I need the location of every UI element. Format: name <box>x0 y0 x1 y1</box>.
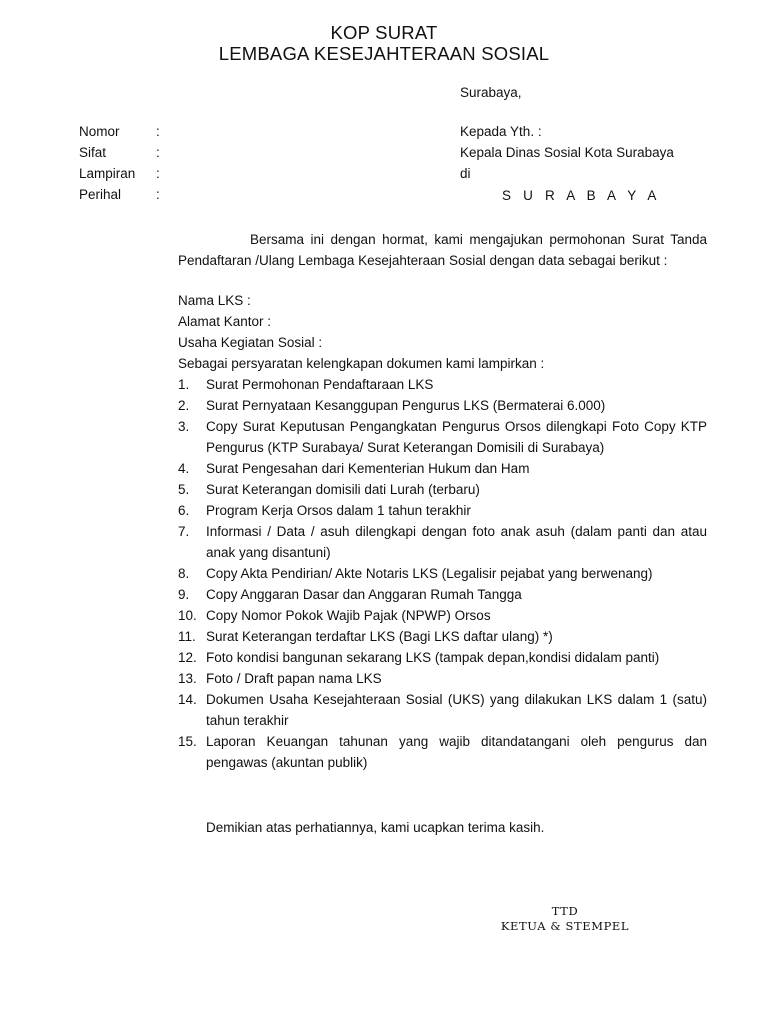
list-item-text: Program Kerja Orsos dalam 1 tahun terakhir <box>206 503 471 518</box>
recipient-kepada: Kepada Yth. : <box>460 124 542 139</box>
document-list <box>178 374 707 773</box>
list-item-number: 7. <box>178 524 190 539</box>
list-item <box>178 395 707 416</box>
list-item-text: Copy Nomor Pokok Wajib Pajak (NPWP) Orsos <box>206 608 491 623</box>
list-item-number: 6. <box>178 503 190 518</box>
list-item-number: 13. <box>178 671 197 686</box>
meta-colon-sifat: : <box>156 145 160 160</box>
list-item-number: 14. <box>178 692 197 707</box>
list-item-text: Surat Keterangan terdaftar LKS (Bagi LKS daftar ulang) *) <box>206 629 553 644</box>
letterhead-title: KOP SURAT <box>330 22 438 43</box>
list-item-text: Foto kondisi bangunan sekarang LKS (tampak depan,kondisi didalam panti) <box>206 650 660 665</box>
list-item-number: 4. <box>178 461 190 476</box>
signature-ttd: TTD <box>551 904 579 918</box>
letterhead-organization: LEMBAGA KESEJAHTERAAN SOSIAL <box>218 43 550 64</box>
field-usaha-kegiatan: Usaha Kegiatan Sosial : <box>178 335 323 350</box>
recipient-name: Kepala Dinas Sosial Kota Surabaya <box>460 145 674 160</box>
meta-colon-nomor: : <box>156 124 160 139</box>
list-item-number: 3. <box>178 419 190 434</box>
list-item-text: Copy Surat Keputusan Pengangkatan Pengurus Orsos dilengkapi Foto Copy KTP Pengurus (KTP Surabaya/ Surat Keterangan Domisili di Surabaya) <box>206 419 707 455</box>
recipient-di: di <box>460 166 471 181</box>
list-item-number: 8. <box>178 566 190 581</box>
meta-colon-lampiran: : <box>156 166 160 181</box>
list-item-number: 10. <box>178 608 197 623</box>
list-item-text: Informasi / Data / asuh dilengkapi dengan foto anak asuh (dalam panti dan atau anak yang disantuni) <box>206 524 707 560</box>
list-item-number: 2. <box>178 398 190 413</box>
field-alamat-kantor: Alamat Kantor : <box>178 314 272 329</box>
list-item-number: 1. <box>178 377 190 392</box>
meta-colon-perihal: : <box>156 187 160 202</box>
meta-label-sifat: Sifat <box>79 145 107 160</box>
list-item-number: 5. <box>178 482 190 497</box>
meta-label-lampiran: Lampiran <box>79 166 136 181</box>
list-item-number: 9. <box>178 587 190 602</box>
list-item <box>178 689 707 731</box>
list-item <box>178 374 707 395</box>
place-date: Surabaya, <box>460 85 522 100</box>
list-item <box>178 584 707 605</box>
meta-label-perihal: Perihal <box>79 187 122 202</box>
meta-label-nomor: Nomor <box>79 124 120 139</box>
field-persyaratan: Sebagai persyaratan kelengkapan dokumen kami lampirkan : <box>178 356 545 371</box>
recipient-city: S U R A B A Y A <box>502 188 661 203</box>
list-item <box>178 458 707 479</box>
list-item-text: Copy Akta Pendirian/ Akte Notaris LKS (Legalisir pejabat yang berwenang) <box>206 566 653 581</box>
list-item <box>178 416 707 458</box>
list-item-number: 15. <box>178 734 197 749</box>
closing-sentence: Demikian atas perhatiannya, kami ucapkan terima kasih. <box>206 820 545 835</box>
list-item-text: Foto / Draft papan nama LKS <box>206 671 382 686</box>
list-item-text: Surat Pengesahan dari Kementerian Hukum dan Ham <box>206 461 530 476</box>
list-item <box>178 521 707 563</box>
list-item-text: Surat Pernyataan Kesanggupan Pengurus LKS (Bermaterai 6.000) <box>206 398 606 413</box>
field-nama-lks: Nama LKS : <box>178 293 251 308</box>
list-item-number: 11. <box>178 629 196 644</box>
list-item <box>178 479 707 500</box>
list-item <box>178 668 707 689</box>
list-item-text: Dokumen Usaha Kesejahteraan Sosial (UKS) yang dilakukan LKS dalam 1 (satu) tahun terakhir <box>206 692 707 728</box>
list-item-text: Surat Permohonan Pendaftaraan LKS <box>206 377 434 392</box>
signature-ketua-stempel: KETUA & STEMPEL <box>500 919 630 933</box>
list-item-text: Surat Keterangan domisili dati Lurah (terbaru) <box>206 482 480 497</box>
list-item <box>178 731 707 773</box>
list-item-text: Laporan Keuangan tahunan yang wajib ditandatangani oleh pengurus dan pengawas (akuntan publik) <box>206 734 707 770</box>
list-item-number: 12. <box>178 650 197 665</box>
list-item <box>178 647 707 668</box>
list-item <box>178 500 707 521</box>
intro-paragraph: Bersama ini dengan hormat, kami mengajukan permohonan Surat Tanda Pendaftaran /Ulang Lembaga Kesejahteraan Sosial dengan data sebagai berikut : <box>178 232 707 268</box>
list-item-text: Copy Anggaran Dasar dan Anggaran Rumah Tangga <box>206 587 522 602</box>
list-item <box>178 563 707 584</box>
list-item <box>178 605 707 626</box>
list-item <box>178 626 707 647</box>
